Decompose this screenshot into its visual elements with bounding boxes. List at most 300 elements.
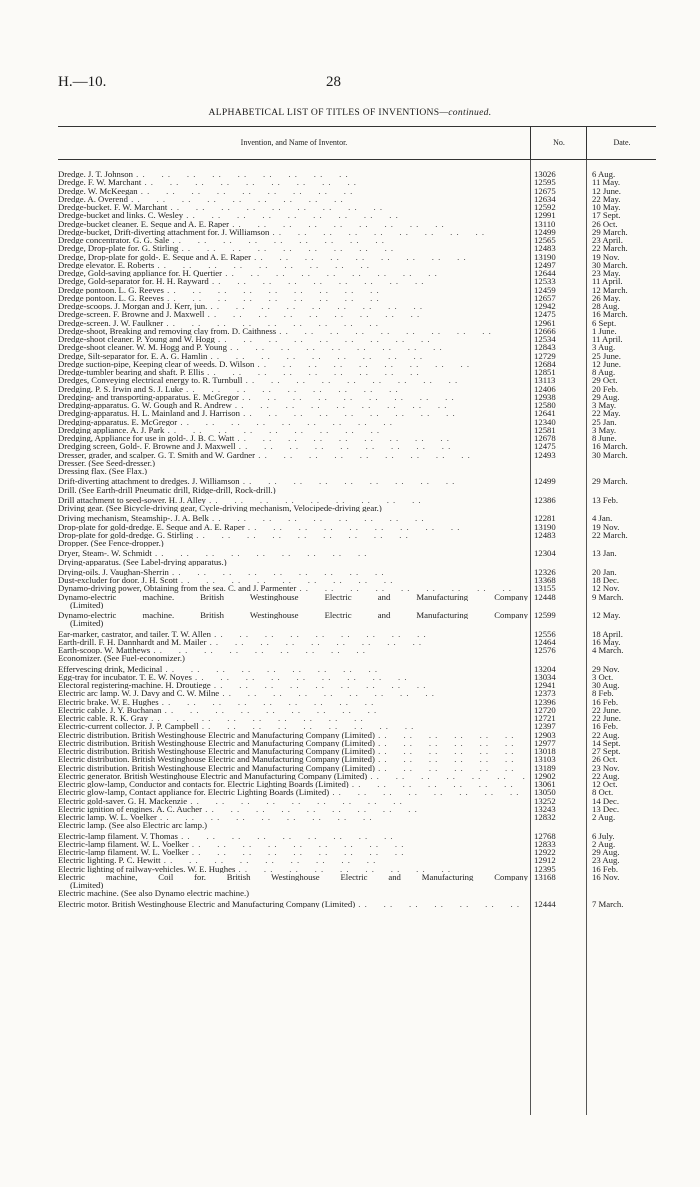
invention-title xyxy=(58,187,528,195)
invention-title xyxy=(58,832,528,840)
patent-date: 19 Nov. xyxy=(592,521,620,532)
leader-dots xyxy=(152,549,368,557)
patent-number: 12581 xyxy=(534,424,556,435)
table-row xyxy=(58,731,656,739)
leader-dots xyxy=(164,286,380,294)
table-row xyxy=(58,706,656,714)
patent-number: 12556 xyxy=(534,628,556,639)
invention-title xyxy=(58,376,528,384)
leader-dots xyxy=(150,646,366,654)
invention-text: Dresser, grader, and scalper. G. T. Smith and W. Gardner xyxy=(58,450,256,459)
patent-number: 12281 xyxy=(534,513,556,524)
invention-text: Electric generator. British Westinghouse Electric and Manufacturing Company (Limited) xyxy=(58,771,368,780)
leader-dots xyxy=(269,228,485,236)
patent-date: 29 March. xyxy=(592,226,628,237)
invention-title xyxy=(58,261,528,269)
invention-text: Drill attachment to seed-sower. H. J. Alley xyxy=(58,495,206,504)
table-row xyxy=(58,335,656,343)
table-row xyxy=(58,772,656,780)
leader-dots xyxy=(199,722,415,730)
patent-number: 12396 xyxy=(534,696,556,707)
invention-text: Dredging-apparatus. H. L. Mainland and J. Harrison xyxy=(58,409,240,418)
leader-dots xyxy=(239,393,455,401)
table-row xyxy=(58,611,656,619)
invention-text: Driving gear. (See Bicycle-driving gear, Cycle-driving mechanism, Velocipede-driving gear.) xyxy=(58,504,382,513)
patent-number: 13061 xyxy=(534,779,556,789)
invention-text: Electric-lamp filament. V. Thomas xyxy=(58,831,178,840)
invention-title xyxy=(58,486,528,494)
table-row xyxy=(58,576,656,584)
table-row xyxy=(58,269,656,277)
table-row xyxy=(58,788,656,796)
patent-number: 12326 xyxy=(534,566,556,577)
patent-number: 12493 xyxy=(534,449,556,460)
invention-text: Dredging- and transporting-apparatus. E. McGregor xyxy=(58,392,239,401)
invention-title xyxy=(58,368,528,376)
invention-title xyxy=(58,673,528,681)
patent-date: 8 Oct. xyxy=(592,787,614,798)
invention-text: Dredge. W. McKeegan xyxy=(58,186,138,195)
patent-date: 22 March. xyxy=(592,243,628,254)
patent-number: 13034 xyxy=(534,671,556,682)
patent-number: 12922 xyxy=(534,847,556,857)
invention-title xyxy=(58,253,528,261)
invention-title xyxy=(58,611,528,619)
invention-text: Dresser. (See Seed-dresser.) xyxy=(58,458,155,467)
patent-number: 13018 xyxy=(534,746,556,756)
patent-date: 16 Feb. xyxy=(592,721,619,732)
invention-text: Electric gold-saver. G. H. Mackenzie xyxy=(58,796,188,805)
patent-number: 12395 xyxy=(534,863,556,874)
inventions-table xyxy=(58,126,656,1115)
invention-text: (Limited) xyxy=(70,600,104,609)
patent-number: 12851 xyxy=(534,367,556,377)
invention-title xyxy=(58,434,528,442)
table-row xyxy=(58,654,656,662)
invention-title xyxy=(58,840,528,848)
table-row xyxy=(58,504,656,512)
patent-date: 22 Aug. xyxy=(592,770,620,781)
table-row xyxy=(58,236,656,244)
invention-title xyxy=(58,780,528,788)
leader-dots xyxy=(204,368,420,376)
patent-number: 12386 xyxy=(534,494,556,505)
table-row xyxy=(58,261,656,269)
invention-title xyxy=(58,426,528,434)
patent-date: 13 Dec. xyxy=(592,803,620,814)
patent-number: 13026 xyxy=(534,169,556,179)
leader-dots xyxy=(254,360,470,368)
patent-date: 3 May. xyxy=(592,400,617,410)
invention-text: Earth-scoop. W. Matthews xyxy=(58,646,151,655)
leader-dots xyxy=(355,900,528,908)
patent-number: 12483 xyxy=(534,529,556,540)
invention-title xyxy=(58,343,528,351)
patent-number: 12977 xyxy=(534,737,556,748)
leader-dots xyxy=(177,418,393,426)
invention-title xyxy=(58,319,528,327)
table-row xyxy=(58,310,656,318)
patent-date: 10 May. xyxy=(592,202,621,212)
leader-dots xyxy=(229,220,445,228)
patent-date: 8 Aug. xyxy=(592,367,616,377)
leader-dots xyxy=(219,689,435,697)
patent-date: 22 Aug. xyxy=(592,729,620,740)
patent-date: 12 Nov. xyxy=(592,583,620,594)
table-row xyxy=(58,195,656,203)
invention-text: Economizer. (See Fuel-economizer.) xyxy=(58,654,185,663)
invention-text: Dredging, Appliance for use in gold-. J. B. C. Watt xyxy=(58,434,235,443)
patent-date: 7 March. xyxy=(592,898,624,909)
invention-text: Drop-plate for gold-dredge. G. Stirling xyxy=(58,530,194,539)
patent-number: 12448 xyxy=(534,591,556,602)
patent-date: 3 May. xyxy=(592,424,617,435)
table-row xyxy=(58,228,656,236)
patent-number: 12684 xyxy=(534,358,556,369)
invention-title xyxy=(58,514,528,522)
leader-dots xyxy=(169,568,385,576)
leader-dots xyxy=(234,434,450,442)
table-row xyxy=(58,764,656,772)
patent-number: 13103 xyxy=(534,754,556,765)
patent-number: 12304 xyxy=(534,548,556,559)
patent-number: 12595 xyxy=(534,177,556,188)
patent-date: 12 June. xyxy=(592,358,621,369)
invention-title xyxy=(58,797,528,805)
leader-dots xyxy=(232,401,448,409)
patent-date: 26 Oct. xyxy=(592,754,618,765)
leader-dots xyxy=(255,451,471,459)
invention-text: Dredge-shoot cleaner. W. M. Hogg and P. Young xyxy=(58,343,227,352)
invention-title xyxy=(58,856,528,864)
invention-title xyxy=(58,195,528,203)
invention-text: Electric lighting. P. C. Hewitt xyxy=(58,856,161,865)
table-row xyxy=(58,360,656,368)
invention-title xyxy=(58,531,528,539)
invention-text: Dredge-scoops. J. Morgan and J. Kerr, jun. xyxy=(58,302,208,311)
invention-title xyxy=(58,401,528,409)
patent-date: 23 Aug. xyxy=(592,855,620,866)
invention-title xyxy=(58,211,528,219)
invention-text: Dredge suction-pipe, Keeping clear of weeds. D. Wilson xyxy=(58,359,255,368)
invention-title xyxy=(58,739,528,747)
leader-dots xyxy=(133,170,349,178)
patent-date: 6 Sept. xyxy=(592,317,617,328)
invention-text: Electric distribution. British Westinghouse Electric and Manufacturing Company (Limited) xyxy=(58,730,375,739)
invention-title xyxy=(58,393,528,401)
column-header-date: Date. xyxy=(586,127,657,159)
leader-dots xyxy=(178,576,394,584)
invention-text: Electric distribution. British Westinghouse Electric and Manufacturing Company (Limited) xyxy=(58,755,375,764)
leader-dots xyxy=(240,409,456,417)
table-row xyxy=(58,747,656,755)
patent-date: 6 July. xyxy=(592,830,615,841)
invention-text: Drift-diverting attachment to dredges. J. Williamson xyxy=(58,477,240,486)
leader-dots xyxy=(154,261,370,269)
invention-title xyxy=(58,302,528,310)
table-row xyxy=(58,477,656,485)
patent-number: 12497 xyxy=(534,259,556,270)
table-row xyxy=(58,523,656,531)
patent-number: 12580 xyxy=(534,400,556,410)
invention-text: Dredge pontoon. L. G. Reeves xyxy=(58,293,164,302)
patent-date: 16 March. xyxy=(592,441,628,452)
patent-date: 8 Feb. xyxy=(592,688,614,699)
invention-title xyxy=(58,772,528,780)
invention-text: Dredge, Drop-plate for gold-. E. Seque and A. E. Raper xyxy=(58,252,251,261)
invention-text: Dredging-apparatus. G. W. Gough and R. Andrew xyxy=(58,401,232,410)
leader-dots xyxy=(159,698,375,706)
invention-text: Electric lamp. W. L. Voelker xyxy=(58,813,157,822)
patent-date: 22 May. xyxy=(592,408,621,419)
invention-title xyxy=(58,286,528,294)
patent-number: 12483 xyxy=(534,243,556,254)
leader-dots xyxy=(329,788,528,796)
table-row xyxy=(58,848,656,856)
leader-dots xyxy=(141,178,357,186)
invention-title xyxy=(58,889,528,897)
invention-text: Drying-oils. J. Vaughan-Sherrin xyxy=(58,567,169,576)
patent-date: 16 March. xyxy=(592,309,628,320)
leader-dots xyxy=(276,327,492,335)
table-row xyxy=(58,539,656,547)
invention-title xyxy=(58,576,528,584)
invention-title xyxy=(58,523,528,531)
patent-date: 6 Aug. xyxy=(592,169,616,179)
table-row xyxy=(58,881,656,889)
invention-title xyxy=(58,360,528,368)
table-row xyxy=(58,780,656,788)
patent-date: 29 Aug. xyxy=(592,847,620,857)
invention-title xyxy=(58,277,528,285)
table-row xyxy=(58,409,656,417)
page-number: 28 xyxy=(326,74,341,90)
table-row xyxy=(58,558,656,566)
patent-date: 23 April. xyxy=(592,235,623,245)
invention-text: Dredging screen, Gold-. F. Browne and J. Maxwell xyxy=(58,442,236,451)
patent-date: 29 Aug. xyxy=(592,391,620,402)
leader-dots xyxy=(163,319,379,327)
table-row xyxy=(58,426,656,434)
invention-title xyxy=(58,385,528,393)
table-row xyxy=(58,220,656,228)
table-row xyxy=(58,418,656,426)
leader-dots xyxy=(164,426,380,434)
invention-text: Dredge concentrator. G. G. Sale xyxy=(58,236,170,245)
leader-dots xyxy=(193,531,409,539)
invention-title xyxy=(58,722,528,730)
table-row xyxy=(58,244,656,252)
invention-text: Dynamo-electric machine. British Westinghouse Electric and Manufacturing Company xyxy=(58,611,528,620)
patent-date: 18 April. xyxy=(592,628,623,639)
invention-text: (Limited) xyxy=(70,881,104,890)
invention-title xyxy=(58,451,528,459)
list-title-suffix: —continued. xyxy=(439,107,492,118)
invention-title xyxy=(58,409,528,417)
patent-date: 12 May. xyxy=(592,610,621,620)
invention-title xyxy=(58,646,528,654)
leader-dots xyxy=(206,496,422,504)
leader-dots xyxy=(183,211,399,219)
invention-text: Egg-tray for incubator. T. E. W. Noyes xyxy=(58,672,192,681)
invention-title xyxy=(58,203,528,211)
patent-number: 12938 xyxy=(534,391,556,402)
invention-title xyxy=(58,558,528,566)
patent-number: 12340 xyxy=(534,416,556,427)
patent-date: 19 Nov. xyxy=(592,251,620,262)
patent-number: 13050 xyxy=(534,787,556,798)
invention-title xyxy=(58,681,528,689)
leader-dots xyxy=(167,203,383,211)
patent-number: 12373 xyxy=(534,688,556,699)
invention-text: Dredge, Drop-plate for. G. Stirling xyxy=(58,244,179,253)
patent-date: 18 Dec. xyxy=(592,575,620,585)
report-code: H.—10. xyxy=(58,74,107,90)
invention-title xyxy=(58,170,528,178)
table-row xyxy=(58,568,656,576)
leader-dots xyxy=(245,523,461,531)
patent-date: 26 Oct. xyxy=(592,218,618,229)
invention-title xyxy=(58,496,528,504)
patent-date: 16 Feb. xyxy=(592,696,619,707)
leader-dots xyxy=(222,269,438,277)
patent-number: 12644 xyxy=(534,268,556,278)
invention-text: Electric lighting of railway-vehicles. W. E. Hughes xyxy=(58,864,236,873)
table-row xyxy=(58,689,656,697)
patent-number: 13190 xyxy=(534,521,556,532)
patent-date: 23 May. xyxy=(592,268,621,278)
table-row xyxy=(58,486,656,494)
invention-text: Dredge elevator. E. Roberts xyxy=(58,260,155,269)
invention-title xyxy=(58,539,528,547)
patent-number: 12942 xyxy=(534,301,556,311)
table-row xyxy=(58,496,656,504)
invention-title xyxy=(58,630,528,638)
invention-text: Dredge, Silt-separator for. E. A. G. Hamlin xyxy=(58,351,208,360)
invention-title xyxy=(58,619,540,627)
invention-title xyxy=(58,764,528,772)
list-title-text: ALPHABETICAL LIST OF TITLES OF INVENTIONS xyxy=(208,107,440,118)
patent-date: 3 Aug. xyxy=(592,342,616,353)
invention-title xyxy=(58,178,528,186)
patent-number: 12902 xyxy=(534,770,556,781)
invention-text: Electric machine. (See also Dynamo electric machine.) xyxy=(58,889,250,898)
invention-text: Electric brake. W. E. Hughes xyxy=(58,697,159,706)
patent-number: 12397 xyxy=(534,721,556,732)
leader-dots xyxy=(189,840,405,848)
patent-date: 20 Feb. xyxy=(592,383,619,394)
patent-number: 13252 xyxy=(534,795,556,806)
patent-date: 29 March. xyxy=(592,476,628,487)
invention-title xyxy=(58,714,528,722)
invention-text: Ear-marker, castrator, and tailer. T. W. Allen xyxy=(58,629,211,638)
column-header-number: No. xyxy=(530,127,587,159)
patent-date: 29 Nov. xyxy=(592,663,620,674)
table-row xyxy=(58,722,656,730)
patent-date: 22 June. xyxy=(592,713,621,723)
patent-number: 13190 xyxy=(534,251,556,262)
patent-number: 13243 xyxy=(534,803,556,814)
patent-date: 14 Dec. xyxy=(592,795,620,806)
patent-number: 12499 xyxy=(534,476,556,487)
leader-dots xyxy=(206,638,422,646)
table-rows xyxy=(58,170,656,908)
table-row xyxy=(58,549,656,557)
invention-title xyxy=(58,654,528,662)
patent-number: 12406 xyxy=(534,383,556,394)
patent-date: 16 Feb. xyxy=(592,863,619,874)
invention-title xyxy=(58,755,528,763)
invention-title xyxy=(58,228,528,236)
leader-dots xyxy=(207,302,423,310)
table-row xyxy=(58,832,656,840)
leader-dots xyxy=(189,848,405,856)
patent-number: 12941 xyxy=(534,680,556,690)
table-row xyxy=(58,368,656,376)
table-row xyxy=(58,327,656,335)
leader-dots xyxy=(138,187,354,195)
invention-title xyxy=(58,665,528,673)
leader-dots xyxy=(209,277,425,285)
patent-date: 12 June. xyxy=(592,185,621,196)
patent-date: 22 March. xyxy=(592,529,628,540)
patent-number: 12641 xyxy=(534,408,556,419)
patent-date: 25 June. xyxy=(592,350,621,361)
patent-number: 12768 xyxy=(534,830,556,841)
leader-dots xyxy=(157,813,373,821)
invention-text: Electric cable. R. K. Gray xyxy=(58,714,148,723)
patent-number: 12721 xyxy=(534,713,556,723)
invention-text: Dredge, Gold-separator for. H. H. Rayward xyxy=(58,277,209,286)
invention-title xyxy=(58,747,528,755)
table-row xyxy=(58,593,656,601)
invention-title xyxy=(58,236,528,244)
patent-date: 14 Sept. xyxy=(592,737,621,748)
invention-text: Dredge. J. T. Johnson xyxy=(58,170,133,179)
leader-dots xyxy=(204,310,420,318)
invention-title xyxy=(58,335,528,343)
invention-title xyxy=(58,788,528,796)
patent-number: 12832 xyxy=(534,812,556,822)
patent-date: 30 March. xyxy=(592,259,628,270)
invention-title xyxy=(58,477,528,485)
invention-title xyxy=(58,459,528,467)
patent-date: 11 May. xyxy=(592,177,621,188)
invention-title xyxy=(58,327,528,335)
table-row xyxy=(58,211,656,219)
patent-date: 8 June. xyxy=(592,433,617,443)
patent-date: 2 Aug. xyxy=(592,838,616,849)
invention-text: Dredge-bucket cleaner. E. Seque and A. E. Raper xyxy=(58,219,230,228)
patent-number: 12599 xyxy=(534,610,556,620)
patent-date: 12 March. xyxy=(592,284,628,295)
table-row xyxy=(58,873,656,881)
invention-title xyxy=(58,549,528,557)
table-row xyxy=(58,531,656,539)
leader-dots xyxy=(207,352,423,360)
invention-text: Dredge-bucket and links. C. Wesley xyxy=(58,211,184,220)
leader-dots xyxy=(211,681,427,689)
invention-text: Dredge-screen. J. W. Faulkner xyxy=(58,318,164,327)
leader-dots xyxy=(183,385,399,393)
invention-title xyxy=(58,352,528,360)
patent-number: 12576 xyxy=(534,645,556,655)
patent-date: 16 May. xyxy=(592,636,621,647)
table-row xyxy=(58,646,656,654)
patent-number: 13110 xyxy=(534,218,556,229)
table-row xyxy=(58,442,656,450)
table-row xyxy=(58,514,656,522)
